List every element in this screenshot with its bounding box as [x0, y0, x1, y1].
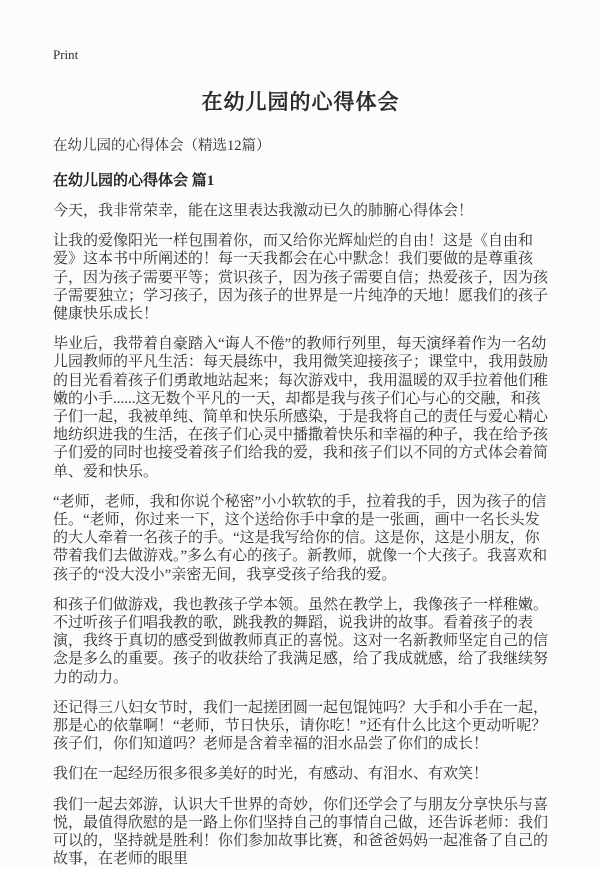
- section-heading-part-1: 在幼儿园的心得体会 篇1: [53, 173, 215, 189]
- paragraph: 我们在一起经历很多很多美好的时光，有感动、有泪水、有欢笑！: [53, 766, 489, 783]
- article-body: [53, 202, 548, 869]
- paragraph: 还记得三八妇女节时，我们一起搓团圆一起包馄饨吗？大手和小手在一起，那是心的依靠啊！“老师，节日快乐，请你吃！”还有什么比这个更动听呢？孩子们，你们知道吗？老师是含着幸福的泪水品尝了你们的成长！: [53, 699, 549, 753]
- paragraph: 今天，我非常荣幸，能在这里表达我激动已久的肺腑心得体会！: [53, 203, 474, 219]
- print-link[interactable]: Print: [53, 47, 79, 62]
- article-subtitle: 在幼儿园的心得体会（精选12篇）: [53, 138, 271, 154]
- paragraph: 我们一起去郊游，认识大千世界的奇妙，你们还学会了与朋友分享快乐与喜悦，最值得欣慰的是一路上你们坚持自己的事情自己做，还告诉老师：我们可以的，坚持就是胜利！你们参加故事比赛，和爸爸妈妈一起准备了自己的故事，在老师的眼里: [53, 796, 549, 868]
- page-title: 在幼儿园的心得体会: [201, 90, 400, 114]
- paragraph: 毕业后，我带着自豪踏入“诲人不倦”的教师行列里，每天演绎着作为一名幼儿园教师的平凡生活：每天晨练中，我用微笑迎接孩子；课堂中，我用鼓励的目光看着孩子们勇敢地站起来；每次游戏中，我用温暖的双手拉着他们稚嫩的小手......这无数个平凡的一天，却都是我与孩子们心与心的交融，和孩子们一起，我被单纯、简单和快乐所感染，于是我将自己的责任与爱心精心地纺织进我的生活，在孩子们心灵中播撒着快乐和幸福的种子，我在给予孩子们爱的同时也接受着孩子们给我的爱，我和孩子们以不同的方式体会着简单、爱和快乐。: [53, 336, 549, 480]
- paragraph: “老师，老师，我和你说个秘密”小小软软的手，拉着我的手，因为孩子的信任。“老师，你过来一下，这个送给你手中拿的是一张画，画中一名长头发的大人牵着一名孩子的手。“这是我写给你的信。这是你，这是小朋友，你带着我们去做游戏。”多么有心的孩子。新教师，就像一个大孩子。我喜欢和孩子的“没大没小”亲密无间，我享受孩子给我的爱。: [53, 493, 548, 583]
- paragraph: 让我的爱像阳光一样包围着你，而又给你光辉灿烂的自由！这是《自由和爱》这本书中所阐述的！每一天我都会在心中默念！我们要做的是尊重孩子，因为孩子需要平等；赏识孩子，因为孩子需要自信；热爱孩子，因为孩子需要独立；学习孩子，因为孩子的世界是一片纯净的天地！愿我们的孩子健康快乐成长！: [53, 233, 549, 323]
- paragraph: 和孩子们做游戏，我也教孩子学本领。虽然在教学上，我像孩子一样稚嫩。不过听孩子们唱我教的歌，跳我教的舞蹈，说我讲的故事。看着孩子的表演，我终于真切的感受到做教师真正的喜悦。这对一名新教师坚定自己的信念是多么的重要。孩子的收获给了我满足感，给了我成就感，给了我继续努力的动力。: [53, 596, 549, 686]
